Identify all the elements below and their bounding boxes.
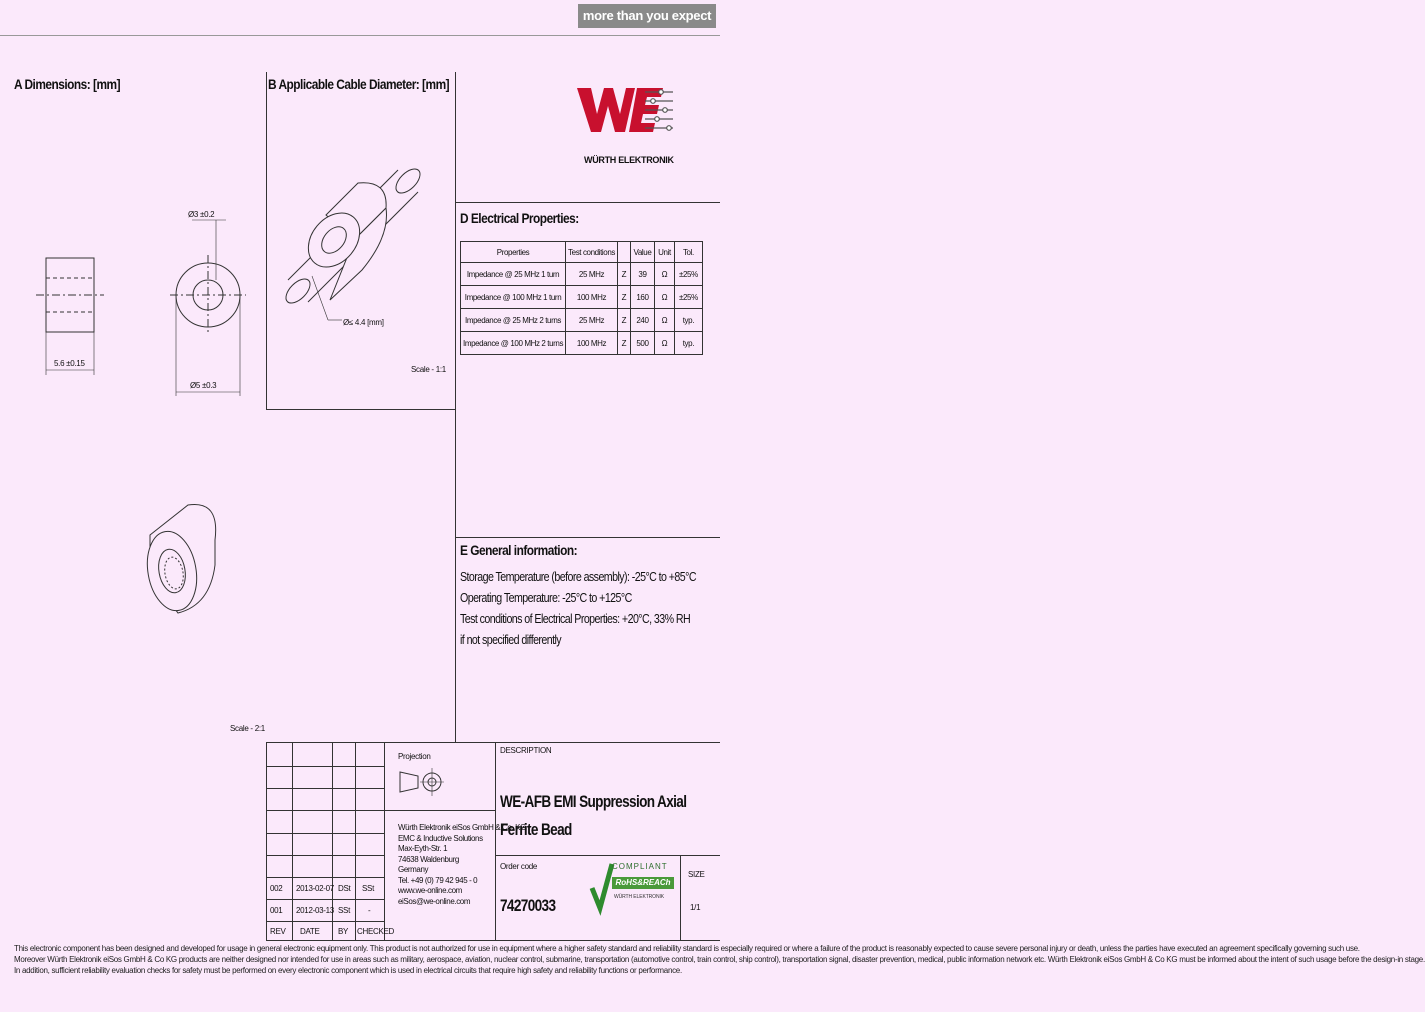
rev-header: BY [338, 927, 349, 936]
rev-number: 001 [270, 906, 283, 915]
rev-header: REV [270, 927, 286, 936]
rev-row-line [266, 899, 384, 900]
rev-col-1 [292, 742, 293, 940]
address-line: Tel. +49 (0) 79 42 945 - 0 [398, 875, 478, 885]
rev-row-line [266, 810, 384, 811]
order-code-label: Order code [500, 862, 538, 871]
table-cell: Impedance @ 25 MHz 1 turn [461, 263, 566, 286]
we-logo-icon [575, 82, 675, 142]
section-b-title: B Applicable Cable Diameter: [mm] [268, 76, 450, 92]
outer-diameter-label: Ø5 ±0.3 [190, 381, 217, 390]
table-cell: Impedance @ 100 MHz 1 turn [461, 286, 566, 309]
divider-de [455, 537, 720, 538]
page-number: 1/1 [690, 903, 701, 912]
bead-3d-view [140, 495, 230, 625]
rev-date: 2012-03-13 [296, 906, 334, 915]
rev-row-line [266, 766, 384, 767]
table-cell: Impedance @ 100 MHz 2 turns [461, 332, 566, 355]
rev-checked: - [368, 906, 371, 915]
titleblock-left [266, 742, 267, 940]
divider-logo [455, 202, 720, 203]
cable-drawing [268, 140, 453, 340]
compliant-label: COMPLIANT [612, 862, 668, 871]
address-line: Max-Eyth-Str. 1 [398, 844, 448, 853]
rev-checked: SSt [362, 884, 374, 893]
dimension-drawing [30, 200, 260, 410]
general-info [460, 566, 696, 650]
projection-symbol-icon [398, 764, 444, 800]
titleblock-bottom [266, 940, 720, 941]
address-line: 74638 Waldenburg [398, 854, 459, 864]
scale-b-label: Scale - 1:1 [411, 365, 446, 374]
slogan-banner: more than you expect [578, 4, 716, 28]
rev-col-3 [355, 742, 356, 940]
titleblock-top [266, 742, 720, 743]
general-info-line: Operating Temperature: -25°C to +125°C [460, 590, 632, 605]
divider-bc [266, 409, 455, 410]
projection-label: Projection [398, 752, 431, 761]
electrical-properties-table [460, 241, 703, 355]
length-label: 5.6 ±0.15 [54, 359, 85, 368]
address-line: eiSos@we-online.com [398, 896, 471, 906]
table-cell: typ. [674, 309, 702, 332]
table-cell: ±25% [674, 286, 702, 309]
scale-c-label: Scale - 2:1 [230, 724, 265, 733]
cable-diameter-label: Ø≤ 4.4 [mm] [343, 318, 384, 327]
footer-line: Moreover Würth Elektronik eiSos GmbH & Co KG products are neither designed nor intended for use in areas such as military, aerospace, aviation, nuclear control, submarine, transportation (automotive control, train control, ship control), transportation signal, disaster prevention, medical, public information network etc. Würth Elektronik eiSos GmbH & Co KG must be informed about the intent of such usage before the design-in stage. [14, 955, 1425, 964]
order-code: 74270033 [500, 896, 556, 915]
table-header [617, 242, 630, 263]
compliant-brand: WÜRTH ELEKTRONIK [614, 894, 664, 900]
table-cell: Impedance @ 25 MHz 2 turns [461, 309, 566, 332]
rev-by: SSt [338, 906, 350, 915]
rev-row-line [266, 877, 384, 878]
general-info-line: Test conditions of Electrical Properties: +20°C, 33% RH [460, 611, 691, 626]
table-header-row [461, 242, 703, 263]
general-info-line: if not specified differently [460, 632, 562, 647]
table-cell: Z [617, 263, 630, 286]
section-d-title: D Electrical Properties: [460, 210, 579, 226]
table-cell: Ω [655, 286, 675, 309]
table-row [461, 332, 703, 355]
logo-brand-text: WÜRTH ELEKTRONIK [584, 155, 674, 165]
table-cell: 500 [630, 332, 654, 355]
footer-disclaimer [14, 943, 1425, 976]
rev-row-line [266, 788, 384, 789]
footer-line: This electronic component has been designed and developed for usage in general electronic equipment only. This product is not authorized for use in equipment where a higher safety standard and reliability standard is especially required or where a failure of the product is reasonably expected to cause severe personal injury or death, unless the parties have executed an agreement specifically governing such use. [14, 944, 1360, 953]
rev-row-line [266, 921, 384, 922]
table-cell: ±25% [674, 263, 702, 286]
table-header: Test conditions [566, 242, 618, 263]
projection-divider [384, 810, 495, 811]
table-row [461, 309, 703, 332]
rev-header: CHECKED [357, 927, 395, 936]
table-cell: Z [617, 286, 630, 309]
divider-right [455, 72, 456, 742]
table-cell: Z [617, 309, 630, 332]
description-label: DESCRIPTION [500, 746, 552, 755]
address-line: EMC & Inductive Solutions [398, 833, 483, 843]
section-e-title: E General information: [460, 542, 578, 558]
size-label: SIZE [688, 870, 705, 879]
table-cell: Z [617, 332, 630, 355]
description-divider [495, 855, 720, 856]
table-cell: 100 MHz [566, 286, 618, 309]
table-cell: 25 MHz [566, 309, 618, 332]
table-header: Tol. [674, 242, 702, 263]
table-cell: Ω [655, 332, 675, 355]
size-col [680, 855, 681, 940]
table-header: Unit [655, 242, 675, 263]
table-cell: Ω [655, 309, 675, 332]
rev-date: 2013-02-07 [296, 884, 334, 893]
section-a-title: A Dimensions: [mm] [14, 76, 121, 92]
table-header: Value [630, 242, 654, 263]
general-info-line: Storage Temperature (before assembly): -25°C to +85°C [460, 569, 696, 584]
rev-header: DATE [300, 927, 320, 936]
table-cell: 160 [630, 286, 654, 309]
rev-by: DSt [338, 884, 351, 893]
rev-col-4 [384, 742, 385, 940]
table-row [461, 263, 703, 286]
divider-ab [266, 72, 267, 409]
address-line: Würth Elektronik eiSos GmbH & Co. KG [398, 823, 526, 832]
table-cell: 100 MHz [566, 332, 618, 355]
footer-line: In addition, sufficient reliability evaluation checks for safety must be performed on every electronic component which is used in electrical circuits that require high safety and reliability functions or performance. [14, 966, 682, 975]
table-cell: 25 MHz [566, 263, 618, 286]
address-line: www.we-online.com [398, 886, 462, 895]
rev-row-line [266, 833, 384, 834]
rev-row-line [266, 855, 384, 856]
rohs-badge: RoHS&REACh [612, 877, 674, 889]
inner-diameter-label: Ø3 ±0.2 [188, 210, 215, 219]
table-cell: 39 [630, 263, 654, 286]
table-row [461, 286, 703, 309]
product-description: WE-AFB EMI Suppression Axial Ferrite Bead [500, 792, 687, 839]
checkmark-icon [590, 860, 614, 916]
table-cell: 240 [630, 309, 654, 332]
header-divider [0, 35, 720, 36]
table-cell: typ. [674, 332, 702, 355]
address-line: Germany [398, 865, 429, 874]
table-header: Properties [461, 242, 566, 263]
table-cell: Ω [655, 263, 675, 286]
rev-number: 002 [270, 884, 283, 893]
